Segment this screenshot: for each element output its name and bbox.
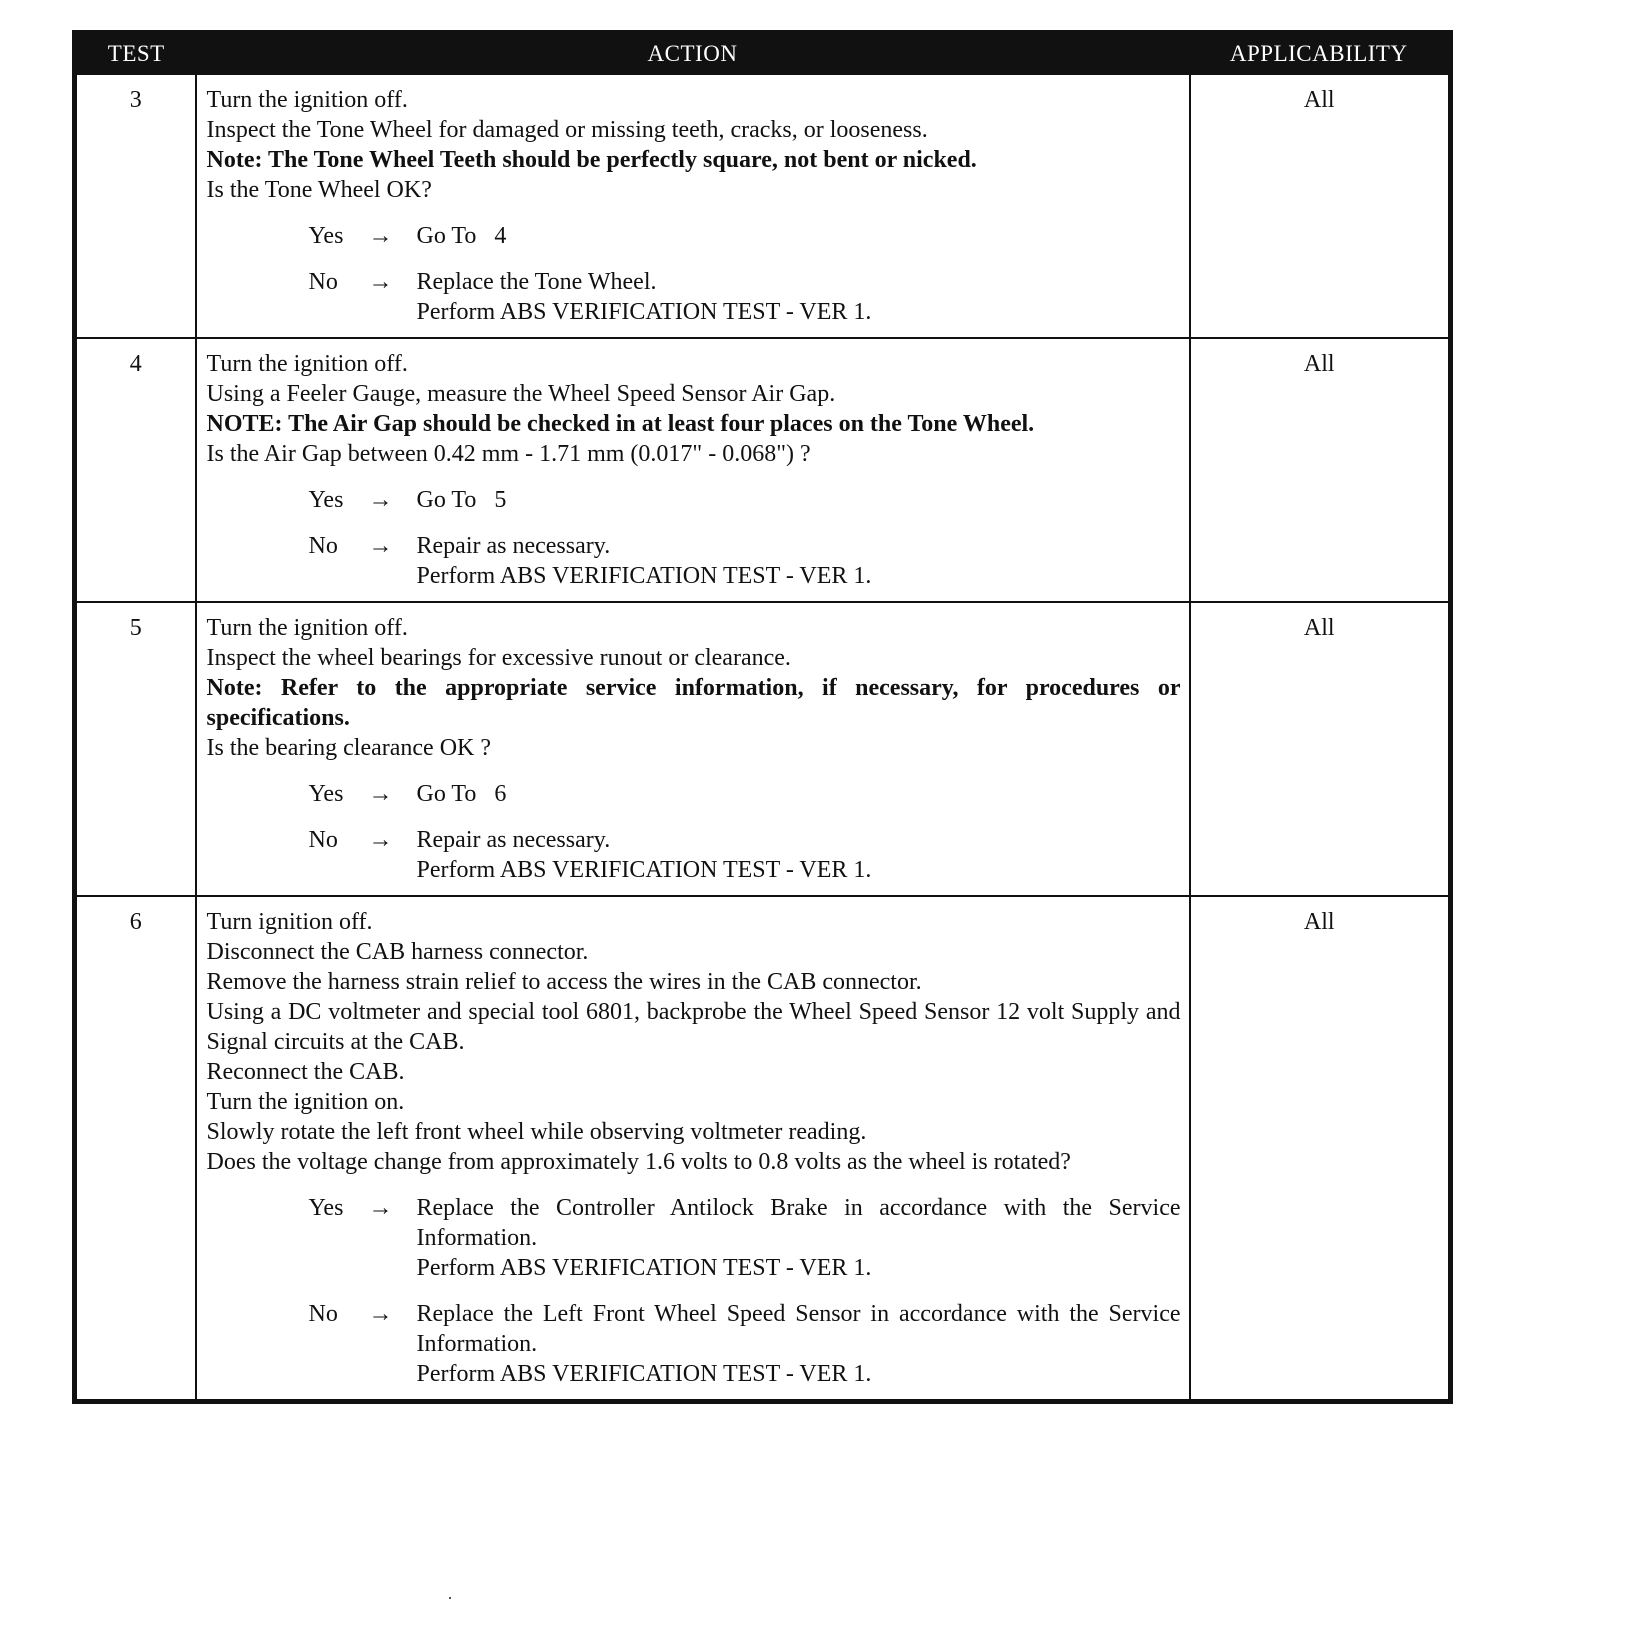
action-question: Is the Air Gap between 0.42 mm - 1.71 mm (0.017" - 0.068") ? bbox=[206, 441, 811, 467]
yes-label: Yes bbox=[308, 1195, 344, 1221]
yes-branch bbox=[207, 221, 1181, 251]
yes-outcome-line: Go To 5 bbox=[416, 487, 507, 513]
action-cell bbox=[196, 338, 1190, 602]
right-arrow-icon: → bbox=[368, 827, 393, 853]
action-note: NOTE: The Air Gap should be checked in at least four places on the Tone Wheel. bbox=[206, 411, 1035, 437]
table-row bbox=[75, 74, 1451, 338]
test-number: 3 bbox=[75, 74, 196, 338]
action-step: Disconnect the CAB harness connector. bbox=[206, 939, 589, 965]
applicability-value: All bbox=[1190, 896, 1451, 1402]
no-branch bbox=[207, 825, 1181, 885]
no-outcome-line: Perform ABS VERIFICATION TEST - VER 1. bbox=[416, 857, 872, 883]
action-step: Turn the ignition on. bbox=[206, 1089, 405, 1115]
action-question: Is the bearing clearance OK ? bbox=[206, 735, 492, 761]
yes-outcome-line: Go To 4 bbox=[416, 223, 507, 249]
action-step: Remove the harness strain relief to access the wires in the CAB connector. bbox=[206, 969, 922, 995]
header-test: TEST bbox=[75, 33, 196, 75]
no-label: No bbox=[308, 269, 338, 295]
applicability-value: All bbox=[1190, 338, 1451, 602]
no-outcome bbox=[417, 825, 1181, 885]
action-note: Note: The Tone Wheel Teeth should be perfectly square, not bent or nicked. bbox=[206, 147, 977, 173]
no-outcome bbox=[417, 531, 1181, 591]
action-step: Inspect the wheel bearings for excessive runout or clearance. bbox=[206, 645, 791, 671]
right-arrow-icon: → bbox=[368, 781, 393, 807]
yes-outcome bbox=[416, 1193, 1187, 1283]
no-outcome-line: Replace the Left Front Wheel Speed Sensor in accordance with the Service Information. bbox=[416, 1301, 1187, 1357]
no-label: No bbox=[308, 533, 338, 559]
yes-branch bbox=[207, 485, 1181, 515]
action-step: Turn the ignition off. bbox=[206, 87, 408, 113]
yes-label: Yes bbox=[308, 781, 344, 807]
right-arrow-icon: → bbox=[368, 269, 393, 295]
no-branch bbox=[207, 531, 1181, 591]
table-row bbox=[75, 602, 1451, 896]
action-step: Turn ignition off. bbox=[206, 909, 373, 935]
yes-label: Yes bbox=[308, 487, 344, 513]
yes-branch bbox=[207, 1193, 1187, 1283]
right-arrow-icon: → bbox=[368, 487, 393, 513]
table-row bbox=[75, 338, 1451, 602]
yes-outcome-line: Replace the Controller Antilock Brake in accordance with the Service Information. bbox=[416, 1195, 1187, 1251]
yes-outcome bbox=[417, 485, 1181, 515]
action-step: Inspect the Tone Wheel for damaged or missing teeth, cracks, or looseness. bbox=[206, 117, 928, 143]
no-outcome-line: Replace the Tone Wheel. bbox=[416, 269, 657, 295]
no-outcome-line: Perform ABS VERIFICATION TEST - VER 1. bbox=[416, 563, 872, 589]
applicability-value: All bbox=[1190, 74, 1451, 338]
yes-outcome-line: Go To 6 bbox=[416, 781, 507, 807]
right-arrow-icon: → bbox=[368, 1301, 393, 1327]
test-number: 5 bbox=[75, 602, 196, 896]
action-cell bbox=[196, 896, 1190, 1402]
yes-branch bbox=[207, 779, 1181, 809]
diagnostic-test-table bbox=[72, 30, 1453, 1404]
action-step: Turn the ignition off. bbox=[206, 615, 408, 641]
right-arrow-icon: → bbox=[368, 1195, 393, 1221]
action-cell bbox=[196, 602, 1190, 896]
no-branch bbox=[207, 267, 1181, 327]
action-question: Does the voltage change from approximately 1.6 volts to 0.8 volts as the wheel is rotated? bbox=[206, 1149, 1071, 1175]
no-outcome-line: Repair as necessary. bbox=[416, 533, 611, 559]
action-step: Using a DC voltmeter and special tool 6801, backprobe the Wheel Speed Sensor 12 volt Supply and Signal circuits at the CAB. bbox=[206, 999, 1181, 1055]
yes-outcome bbox=[417, 779, 1181, 809]
yes-outcome bbox=[417, 221, 1181, 251]
no-outcome-line: Repair as necessary. bbox=[416, 827, 611, 853]
diagnostic-page bbox=[72, 30, 1448, 1404]
no-label: No bbox=[308, 827, 338, 853]
test-number: 6 bbox=[75, 896, 196, 1402]
no-outcome bbox=[417, 267, 1181, 327]
scan-speck bbox=[449, 1597, 451, 1599]
action-step: Slowly rotate the left front wheel while observing voltmeter reading. bbox=[206, 1119, 867, 1145]
yes-outcome-line: Perform ABS VERIFICATION TEST - VER 1. bbox=[416, 1255, 872, 1281]
table-header-row bbox=[75, 33, 1451, 75]
action-step: Using a Feeler Gauge, measure the Wheel Speed Sensor Air Gap. bbox=[206, 381, 836, 407]
no-outcome-line: Perform ABS VERIFICATION TEST - VER 1. bbox=[416, 299, 872, 325]
table-body bbox=[75, 74, 1451, 1402]
header-applicability: APPLICABILITY bbox=[1190, 33, 1451, 75]
action-step: Turn the ignition off. bbox=[206, 351, 408, 377]
no-branch bbox=[207, 1299, 1187, 1389]
action-note: Note: Refer to the appropriate service information, if necessary, for procedures or specifications. bbox=[206, 675, 1181, 731]
action-question: Is the Tone Wheel OK? bbox=[206, 177, 432, 203]
yes-label: Yes bbox=[308, 223, 344, 249]
no-outcome bbox=[416, 1299, 1187, 1389]
right-arrow-icon: → bbox=[368, 223, 393, 249]
test-number: 4 bbox=[75, 338, 196, 602]
applicability-value: All bbox=[1190, 602, 1451, 896]
no-outcome-line: Perform ABS VERIFICATION TEST - VER 1. bbox=[416, 1361, 872, 1387]
action-cell bbox=[196, 74, 1190, 338]
header-action: ACTION bbox=[196, 33, 1190, 75]
right-arrow-icon: → bbox=[368, 533, 393, 559]
table-row bbox=[75, 896, 1451, 1402]
action-step: Reconnect the CAB. bbox=[206, 1059, 405, 1085]
no-label: No bbox=[308, 1301, 338, 1327]
